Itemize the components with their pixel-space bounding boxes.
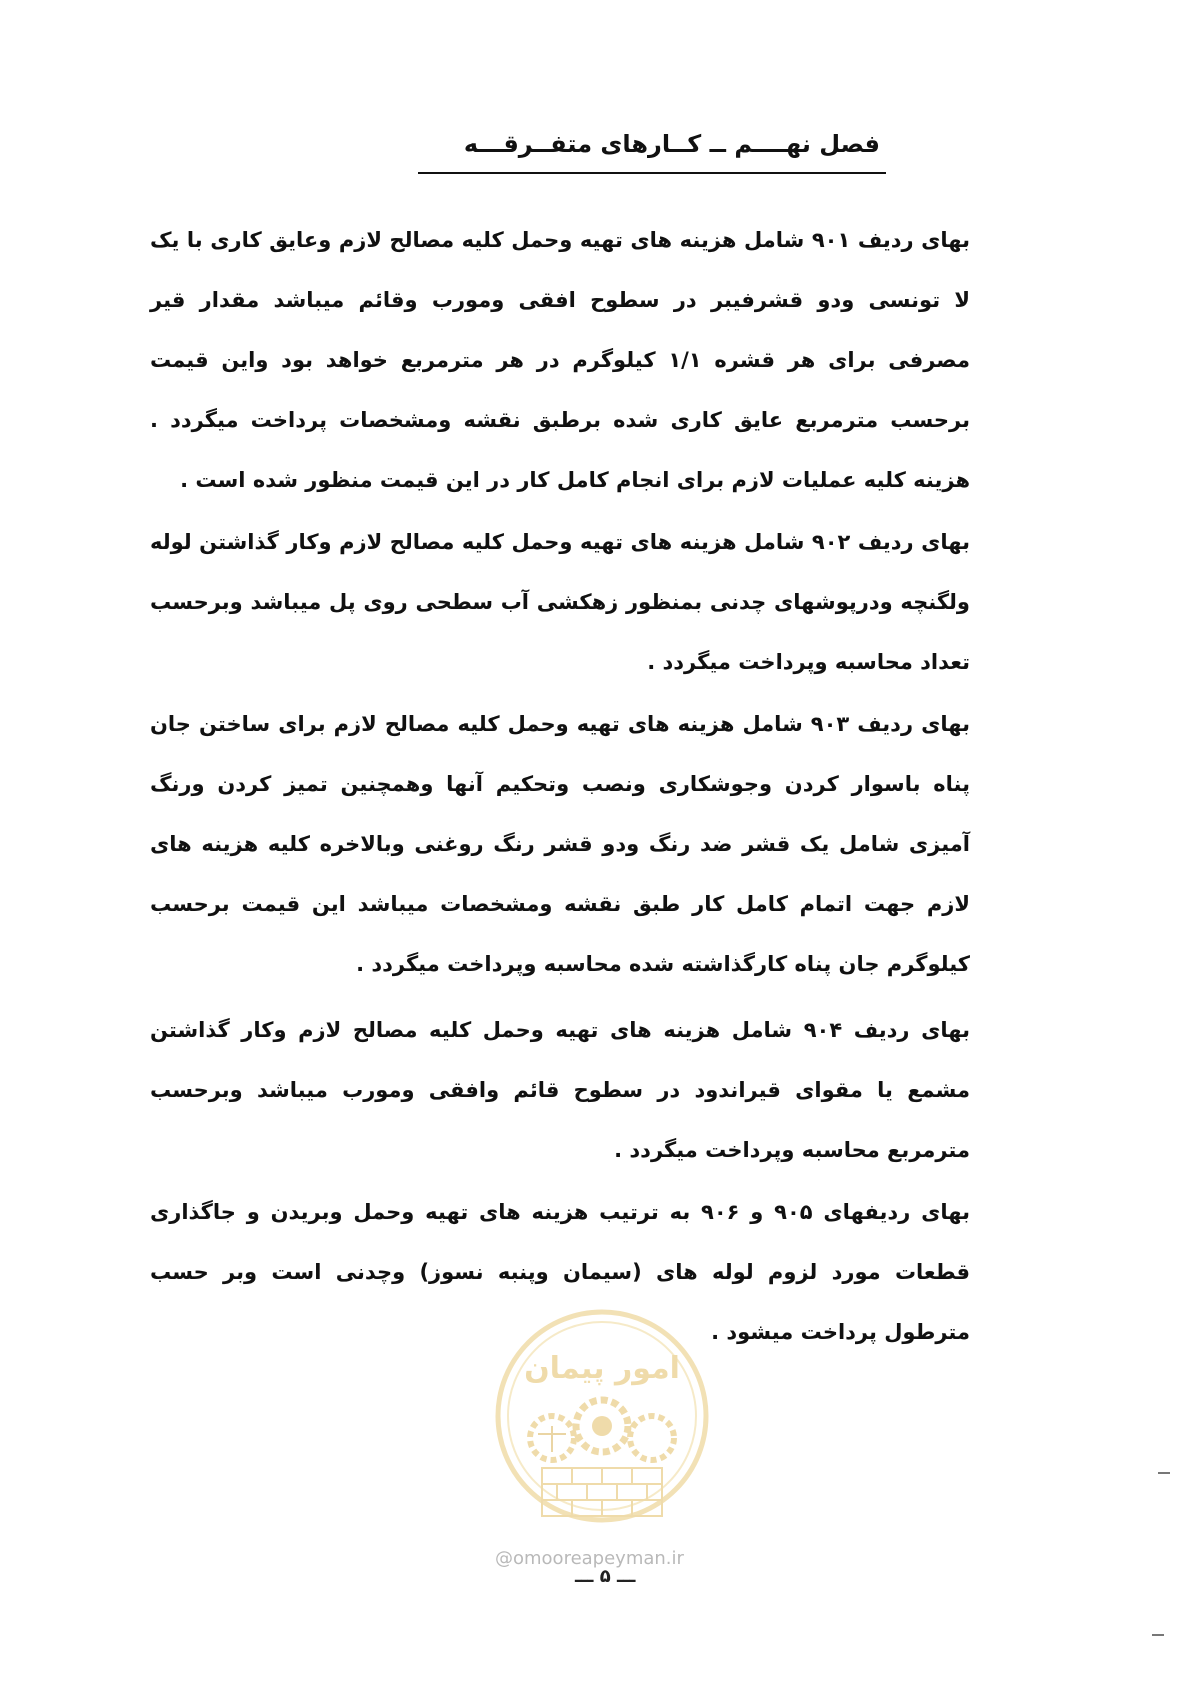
margin-mark <box>1152 1634 1164 1636</box>
paragraph-item-904 <box>150 1000 970 1180</box>
paragraph-text: بهای ردیف ۹۰۳ شامل هزینه های تهیه وحمل کلیه مصالح لازم برای ساختن جان پناه باسوار کردن وجوشکاری ونصب وتحکیم آنها وهمچنین تمیز کردن ورنگ آمیزی شامل یک قشر ضد رنگ ودو قشر رنگ روغنی وبالاخره کلیه هزینه های لازم جهت اتمام کامل کار طبق نقشه ومشخصات میباشد این قیمت برحسب کیلوگرم جان پناه کارگذاشته شده محاسبه وپرداخت میگردد . <box>150 712 970 976</box>
heading-underline <box>418 172 886 174</box>
paragraph-item-902 <box>150 512 970 692</box>
page-number: ـــ ۵ ـــ <box>575 1566 636 1587</box>
paragraph-item-903 <box>150 694 970 994</box>
paragraph-text: بهای ردیف ۹۰۲ شامل هزینه های تهیه وحمل کلیه مصالح لازم وکار گذاشتن لوله ولگنچه ودرپوشهای چدنی بمنظور زهکشی آب سطحی روی پل میباشد وبرحسب تعداد محاسبه وپرداخت میگردد . <box>150 530 970 674</box>
paragraph-text: بهای ردیف ۹۰۱ شامل هزینه های تهیه وحمل کلیه مصالح لازم وعایق کاری با یک لا تونسی ودو قشرفیبر در سطوح افقی ومورب وقائم میباشد مقدار قیر مصرفی برای هر قشره ۱/۱ کیلوگرم در هر مترمربع خواهد بود واین قیمت برحسب مترمربع عایق کاری شده برطبق نقشه ومشخصات پرداخت میگردد . هزینه کلیه عملیات لازم برای انجام کامل کار در این قیمت منظور شده است . <box>150 228 970 492</box>
watermark-url: @omooreapeyman.ir <box>495 1548 684 1569</box>
chapter-heading: فصل نهــــم ــ کــارهای متفــرقـــه <box>463 130 880 158</box>
seal-label: امور پیمان <box>524 1351 680 1386</box>
paragraph-text: بهای ردیف ۹۰۴ شامل هزینه های تهیه وحمل کلیه مصالح لازم وکار گذاشتن مشمع یا مقوای قیراندود در سطوح قائم وافقی ومورب میباشد وبرحسب مترمربع محاسبه وپرداخت میگردد . <box>150 1018 971 1162</box>
paragraph-item-901 <box>150 210 970 510</box>
seal-logo-icon <box>492 1298 712 1538</box>
paragraph-text: بهای ردیفهای ۹۰۵ و ۹۰۶ به ترتیب هزینه های تهیه وحمل وبریدن و جاگذاری قطعات مورد لزوم لوله های (سیمان وپنبه نسوز) وچدنی است وبر حسب مترطول پرداخت میشود . <box>150 1200 970 1344</box>
margin-mark <box>1158 1472 1170 1474</box>
